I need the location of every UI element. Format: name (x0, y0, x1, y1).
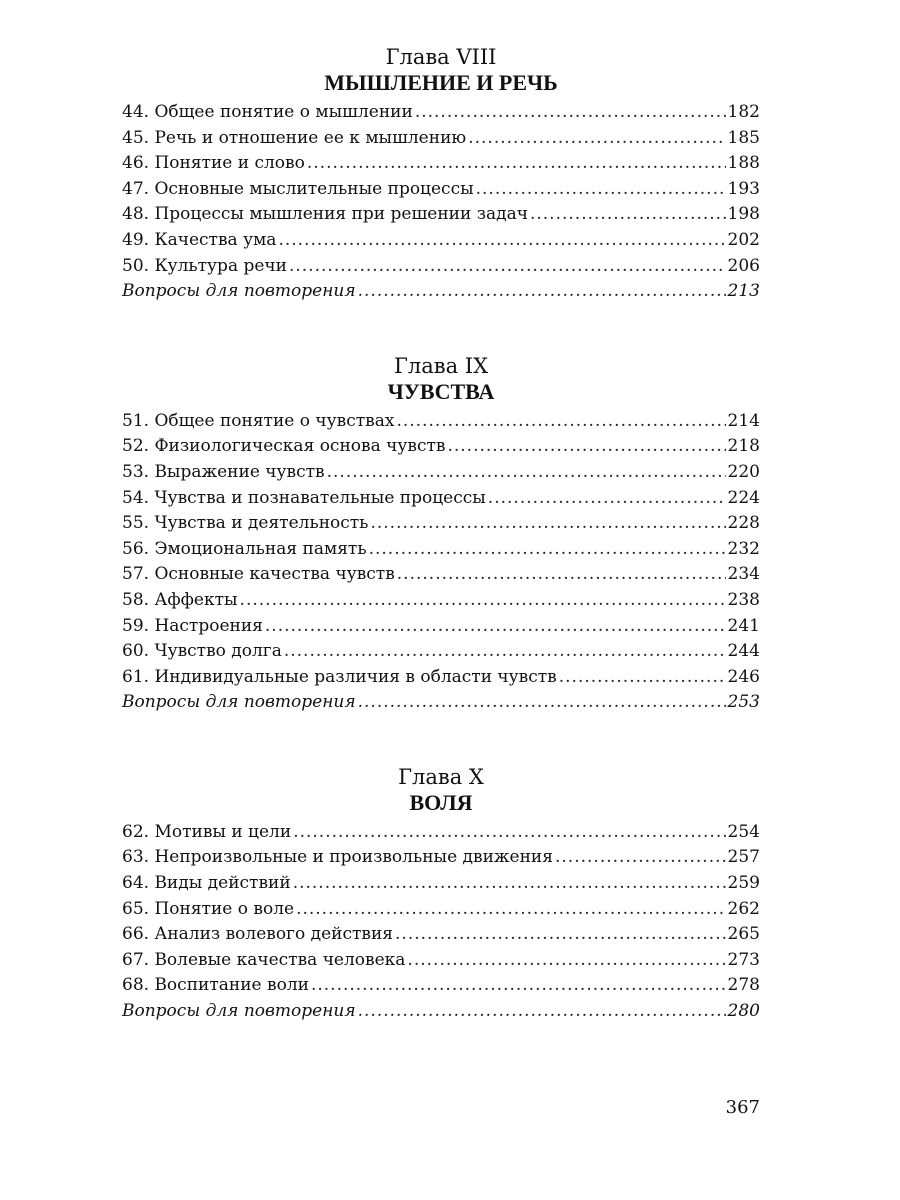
chapter-number: Глава IX (393, 353, 489, 378)
entry-title: 62. Мотивы и цели (122, 821, 292, 842)
chapter-section (122, 44, 760, 305)
toc-entry (122, 409, 760, 435)
toc-entry (122, 973, 760, 999)
dot-leader (559, 665, 726, 691)
toc-entry (122, 588, 760, 614)
entry-page: 262 (727, 898, 760, 919)
toc-entry (122, 922, 760, 948)
entry-page: 278 (727, 975, 760, 996)
entry-page: 220 (727, 461, 760, 482)
chapter-title: МЫШЛЕНИЕ И РЕЧЬ (324, 70, 558, 95)
toc-entries (122, 409, 760, 716)
entry-page: 246 (727, 666, 760, 687)
entry-title: 53. Выражение чувств (122, 461, 325, 482)
dot-leader (240, 588, 726, 614)
toc-entry (122, 665, 760, 691)
dot-leader (555, 845, 726, 871)
entry-title: 47. Основные мыслительные процессы (122, 178, 474, 199)
entry-page: 244 (727, 641, 760, 662)
dot-leader (358, 999, 726, 1025)
toc-entry (122, 228, 760, 254)
toc-review-entry (122, 690, 760, 716)
review-title: Вопросы для повторения (122, 1001, 356, 1022)
entry-title: 51. Общее понятие о чувствах (122, 410, 395, 431)
entry-page: 232 (727, 538, 760, 559)
toc-entry (122, 639, 760, 665)
toc-entry (122, 177, 760, 203)
entry-title: 64. Виды действий (122, 873, 291, 894)
review-page: 280 (727, 1001, 760, 1022)
dot-leader (468, 126, 725, 152)
toc-entry (122, 460, 760, 486)
dot-leader (296, 897, 725, 923)
entry-page: 193 (727, 178, 760, 199)
toc-entry (122, 948, 760, 974)
entry-page: 259 (727, 873, 760, 894)
dot-leader (488, 486, 726, 512)
toc-entry (122, 871, 760, 897)
chapter-section (122, 764, 760, 1025)
dot-leader (327, 460, 726, 486)
toc-entry (122, 614, 760, 640)
entry-title: 65. Понятие о воле (122, 898, 295, 919)
toc-entry (122, 537, 760, 563)
entry-page: 198 (727, 204, 760, 225)
review-page: 253 (727, 692, 760, 713)
entry-title: 45. Речь и отношение ее к мышлению (122, 127, 467, 148)
review-page: 213 (727, 281, 760, 302)
entry-title: 50. Культура речи (122, 255, 287, 276)
toc-entry (122, 820, 760, 846)
table-of-contents (122, 44, 760, 1025)
chapter-title: ЧУВСТВА (387, 378, 495, 404)
toc-entry (122, 562, 760, 588)
chapter-section (122, 353, 760, 716)
review-title: Вопросы для повторения (122, 281, 356, 302)
toc-entries (122, 820, 760, 1025)
dot-leader (311, 973, 726, 999)
entry-title: 68. Воспитание воли (122, 975, 309, 996)
dot-leader (358, 279, 726, 305)
entry-page: 188 (727, 153, 760, 174)
entry-page: 273 (727, 949, 760, 970)
chapter-title: ВОЛЯ (409, 789, 473, 815)
toc-entries (122, 100, 760, 305)
entry-title: 61. Индивидуальные различия в области чувств (122, 666, 557, 687)
toc-entry (122, 845, 760, 871)
dot-leader (476, 177, 726, 203)
entry-page: 234 (727, 564, 760, 585)
review-title: Вопросы для повторения (122, 692, 356, 713)
toc-entry (122, 486, 760, 512)
entry-page: 241 (727, 615, 760, 636)
entry-title: 52. Физиологическая основа чувств (122, 436, 446, 457)
entry-page: 257 (727, 847, 760, 868)
dot-leader (293, 820, 725, 846)
entry-page: 182 (727, 102, 760, 122)
dot-leader (278, 228, 725, 254)
toc-review-entry (122, 999, 760, 1025)
dot-leader (369, 537, 726, 563)
entry-title: 49. Качества ума (122, 229, 277, 250)
entry-title: 44. Общее понятие о мышлении (122, 102, 413, 122)
entry-title: 66. Анализ волевого действия (122, 924, 394, 945)
dot-leader (407, 948, 725, 974)
dot-leader (370, 511, 725, 537)
dot-leader (447, 434, 725, 460)
toc-entry (122, 897, 760, 923)
entry-page: 238 (727, 589, 760, 610)
page-number: 367 (725, 1097, 760, 1118)
toc-entry (122, 511, 760, 537)
dot-leader (289, 254, 726, 280)
entry-page: 218 (727, 436, 760, 457)
entry-page: 265 (727, 924, 760, 945)
entry-title: 57. Основные качества чувств (122, 564, 395, 585)
entry-page: 254 (727, 821, 760, 842)
entry-title: 46. Понятие и слово (122, 153, 305, 174)
entry-title: 63. Непроизвольные и произвольные движения (122, 847, 553, 868)
toc-entry (122, 126, 760, 152)
entry-title: 56. Эмоциональная память (122, 538, 367, 559)
toc-entry (122, 100, 760, 126)
toc-entry (122, 254, 760, 280)
toc-entry (122, 202, 760, 228)
dot-leader (415, 100, 726, 126)
chapter-number: Глава VIII (385, 45, 497, 69)
dot-leader (396, 409, 725, 435)
dot-leader (395, 922, 726, 948)
dot-leader (265, 614, 726, 640)
chapter-number: Глава X (398, 764, 484, 789)
dot-leader (293, 871, 726, 897)
dot-leader (530, 202, 726, 228)
entry-title: 60. Чувство долга (122, 641, 282, 662)
toc-review-entry (122, 279, 760, 305)
entry-page: 224 (727, 487, 760, 508)
entry-page: 185 (727, 127, 760, 148)
toc-entry (122, 434, 760, 460)
dot-leader (307, 151, 726, 177)
entry-title: 59. Настроения (122, 615, 263, 636)
dot-leader (397, 562, 726, 588)
entry-page: 214 (727, 410, 760, 431)
entry-title: 55. Чувства и деятельность (122, 513, 369, 534)
entry-title: 58. Аффекты (122, 589, 238, 610)
toc-entry (122, 151, 760, 177)
entry-page: 206 (727, 255, 760, 276)
entry-title: 54. Чувства и познавательные процессы (122, 487, 486, 508)
entry-page: 202 (727, 229, 760, 250)
dot-leader (284, 639, 726, 665)
entry-title: 48. Процессы мышления при решении задач (122, 204, 528, 225)
dot-leader (358, 690, 726, 716)
entry-page: 228 (727, 513, 760, 534)
entry-title: 67. Волевые качества человека (122, 949, 406, 970)
